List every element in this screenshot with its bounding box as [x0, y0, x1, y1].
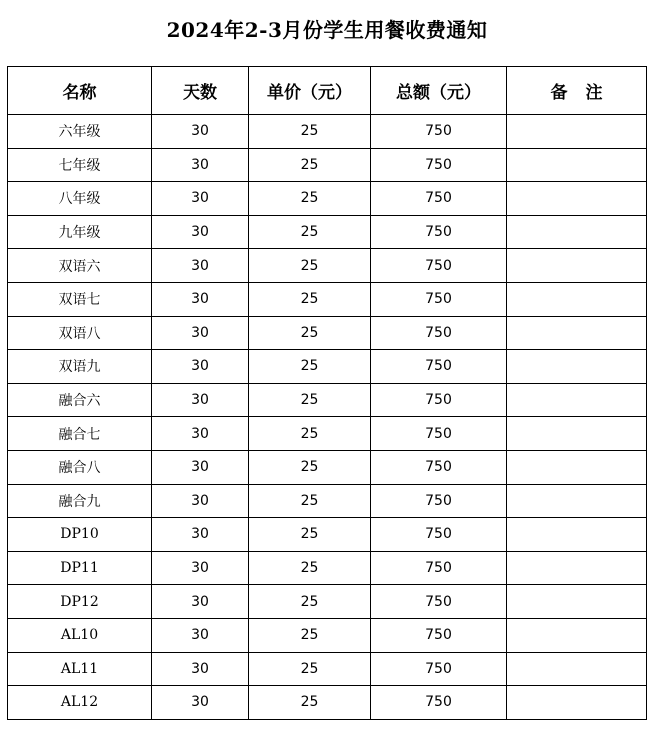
- cell-total: 750: [371, 383, 507, 417]
- cell-remark: [507, 686, 647, 720]
- cell-name: 双语七: [8, 282, 152, 316]
- table-row: [8, 148, 647, 182]
- table-row: [8, 551, 647, 585]
- cell-name: 融合八: [8, 450, 152, 484]
- cell-days: 30: [152, 652, 249, 686]
- cell-total: 750: [371, 148, 507, 182]
- cell-unit-price: 25: [249, 686, 371, 720]
- cell-unit-price: 25: [249, 215, 371, 249]
- table-row: [8, 450, 647, 484]
- header-days: 天数: [152, 67, 249, 115]
- cell-days: 30: [152, 518, 249, 552]
- cell-unit-price: 25: [249, 350, 371, 384]
- cell-days: 30: [152, 282, 249, 316]
- table-row: [8, 350, 647, 384]
- cell-name: 融合六: [8, 383, 152, 417]
- table-row: [8, 282, 647, 316]
- cell-unit-price: 25: [249, 148, 371, 182]
- cell-days: 30: [152, 686, 249, 720]
- header-unit-price: 单价（元）: [249, 67, 371, 115]
- cell-unit-price: 25: [249, 518, 371, 552]
- cell-name: DP11: [8, 551, 152, 585]
- cell-unit-price: 25: [249, 551, 371, 585]
- table-header-row: [8, 67, 647, 115]
- cell-days: 30: [152, 215, 249, 249]
- cell-total: 750: [371, 618, 507, 652]
- cell-remark: [507, 350, 647, 384]
- cell-remark: [507, 551, 647, 585]
- cell-total: 750: [371, 518, 507, 552]
- cell-total: 750: [371, 686, 507, 720]
- cell-days: 30: [152, 417, 249, 451]
- table-row: [8, 316, 647, 350]
- cell-remark: [507, 148, 647, 182]
- cell-days: 30: [152, 182, 249, 216]
- cell-unit-price: 25: [249, 282, 371, 316]
- cell-days: 30: [152, 618, 249, 652]
- cell-total: 750: [371, 249, 507, 283]
- cell-unit-price: 25: [249, 249, 371, 283]
- cell-remark: [507, 215, 647, 249]
- cell-name: 双语六: [8, 249, 152, 283]
- cell-name: 双语八: [8, 316, 152, 350]
- header-total: 总额（元）: [371, 67, 507, 115]
- cell-total: 750: [371, 585, 507, 619]
- cell-total: 750: [371, 215, 507, 249]
- cell-name: 融合七: [8, 417, 152, 451]
- table-row: [8, 518, 647, 552]
- cell-total: 750: [371, 484, 507, 518]
- table-row: [8, 115, 647, 149]
- cell-days: 30: [152, 551, 249, 585]
- table-row: [8, 215, 647, 249]
- cell-remark: [507, 417, 647, 451]
- table-row: [8, 182, 647, 216]
- cell-name: AL12: [8, 686, 152, 720]
- table-row: [8, 652, 647, 686]
- cell-unit-price: 25: [249, 585, 371, 619]
- table-row: [8, 484, 647, 518]
- cell-days: 30: [152, 350, 249, 384]
- cell-total: 750: [371, 282, 507, 316]
- cell-remark: [507, 115, 647, 149]
- cell-days: 30: [152, 148, 249, 182]
- cell-name: DP12: [8, 585, 152, 619]
- cell-unit-price: 25: [249, 618, 371, 652]
- cell-remark: [507, 518, 647, 552]
- cell-remark: [507, 383, 647, 417]
- cell-days: 30: [152, 316, 249, 350]
- cell-unit-price: 25: [249, 316, 371, 350]
- cell-remark: [507, 652, 647, 686]
- cell-name: AL10: [8, 618, 152, 652]
- cell-total: 750: [371, 316, 507, 350]
- cell-remark: [507, 585, 647, 619]
- cell-name: AL11: [8, 652, 152, 686]
- document-title: 2024年2-3月份学生用餐收费通知: [166, 18, 488, 42]
- cell-unit-price: 25: [249, 182, 371, 216]
- cell-unit-price: 25: [249, 383, 371, 417]
- cell-name: DP10: [8, 518, 152, 552]
- cell-name: 八年级: [8, 182, 152, 216]
- cell-remark: [507, 282, 647, 316]
- table-row: [8, 417, 647, 451]
- cell-total: 750: [371, 652, 507, 686]
- cell-name: 融合九: [8, 484, 152, 518]
- cell-days: 30: [152, 484, 249, 518]
- table-row: [8, 618, 647, 652]
- cell-remark: [507, 182, 647, 216]
- fee-table: [7, 66, 647, 720]
- cell-name: 七年级: [8, 148, 152, 182]
- cell-days: 30: [152, 450, 249, 484]
- cell-days: 30: [152, 585, 249, 619]
- cell-total: 750: [371, 450, 507, 484]
- cell-unit-price: 25: [249, 484, 371, 518]
- cell-days: 30: [152, 383, 249, 417]
- cell-name: 双语九: [8, 350, 152, 384]
- cell-total: 750: [371, 115, 507, 149]
- cell-remark: [507, 618, 647, 652]
- cell-total: 750: [371, 551, 507, 585]
- table-row: [8, 383, 647, 417]
- cell-remark: [507, 316, 647, 350]
- cell-days: 30: [152, 249, 249, 283]
- cell-total: 750: [371, 350, 507, 384]
- table-row: [8, 585, 647, 619]
- cell-unit-price: 25: [249, 115, 371, 149]
- cell-days: 30: [152, 115, 249, 149]
- cell-name: 六年级: [8, 115, 152, 149]
- cell-remark: [507, 450, 647, 484]
- cell-unit-price: 25: [249, 417, 371, 451]
- cell-total: 750: [371, 417, 507, 451]
- cell-name: 九年级: [8, 215, 152, 249]
- table-body: [8, 115, 647, 720]
- cell-unit-price: 25: [249, 450, 371, 484]
- table-row: [8, 686, 647, 720]
- cell-unit-price: 25: [249, 652, 371, 686]
- header-name: 名称: [8, 67, 152, 115]
- cell-remark: [507, 484, 647, 518]
- table-row: [8, 249, 647, 283]
- cell-total: 750: [371, 182, 507, 216]
- header-remark: 备注: [507, 67, 647, 115]
- cell-remark: [507, 249, 647, 283]
